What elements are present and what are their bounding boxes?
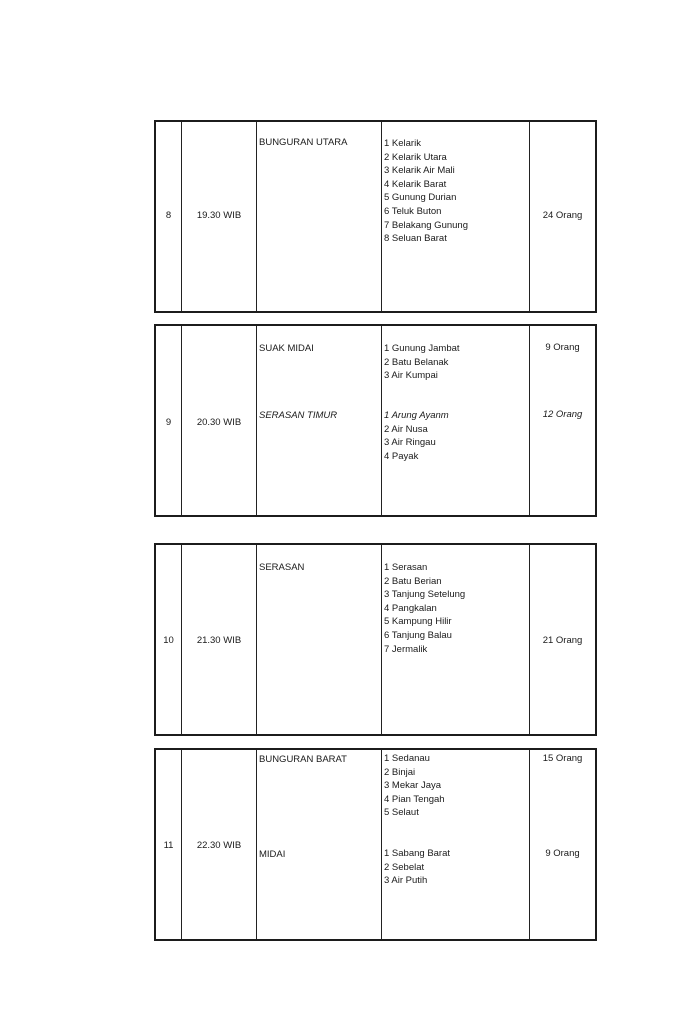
time-label: 19.30 WIB — [196, 210, 242, 221]
village-item: 3 Air Putih — [384, 875, 428, 887]
time-label: 22.30 WIB — [196, 840, 242, 851]
village-item: 4 Pian Tengah — [384, 793, 445, 805]
village-item: 3 Air Ringau — [384, 437, 436, 449]
district-name: BUNGURAN BARAT — [259, 754, 347, 765]
number-cell — [156, 122, 182, 311]
village-item: 6 Tanjung Balau — [384, 629, 452, 641]
count-cell — [530, 326, 595, 515]
village-item: 3 Tanjung Setelung — [384, 589, 466, 601]
village-item: 4 Pangkalan — [384, 602, 437, 614]
number-cell — [156, 326, 182, 515]
village-item: 7 Belakang Gunung — [384, 219, 468, 231]
village-item: 2 Batu Berian — [384, 575, 442, 587]
district-cell — [257, 750, 382, 939]
row-number: 10 — [163, 635, 174, 646]
time-cell — [182, 326, 257, 515]
village-item: 5 Gunung Durian — [384, 192, 457, 204]
village-item: 6 Teluk Buton — [384, 205, 442, 217]
village-item: 2 Sebelat — [384, 861, 425, 873]
village-item: 2 Kelarik Utara — [384, 151, 447, 163]
village-item: 1 Gunung Jambat — [384, 343, 460, 354]
time-label: 20.30 WIB — [196, 417, 242, 428]
district-name: SUAK MIDAI — [259, 343, 314, 354]
count-cell — [530, 750, 595, 939]
time-label: 21.30 WIB — [196, 635, 242, 646]
village-item: 1 Arung Ayanm — [384, 410, 449, 421]
village-item: 1 Kelarik — [384, 138, 421, 149]
village-item: 5 Selaut — [384, 807, 419, 819]
village-list — [384, 752, 527, 820]
schedule-table-9 — [154, 324, 597, 517]
village-item: 4 Kelarik Barat — [384, 178, 447, 190]
village-list — [384, 409, 527, 463]
village-cell — [382, 750, 530, 939]
district-name: SERASAN — [259, 562, 305, 573]
village-cell — [382, 326, 530, 515]
number-cell — [156, 545, 182, 734]
village-item: 2 Air Nusa — [384, 423, 428, 435]
village-item: 8 Seluan Barat — [384, 233, 447, 245]
village-item: 3 Air Kumpai — [384, 370, 438, 382]
district-cell — [257, 122, 382, 311]
village-list — [384, 342, 527, 383]
village-item: 1 Serasan — [384, 562, 428, 573]
village-list — [384, 561, 527, 656]
schedule-table-10 — [154, 543, 597, 736]
row-number: 11 — [163, 840, 174, 851]
district-cell — [257, 326, 382, 515]
person-count: 24 Orang — [542, 210, 583, 221]
district-name: MIDAI — [259, 849, 286, 860]
village-item: 2 Binjai — [384, 766, 416, 778]
village-item: 3 Mekar Jaya — [384, 780, 442, 792]
number-cell — [156, 750, 182, 939]
village-cell — [382, 122, 530, 311]
district-name: SERASAN TIMUR — [259, 410, 338, 421]
village-item: 5 Kampung Hilir — [384, 616, 452, 628]
village-cell — [382, 545, 530, 734]
person-count: 9 Orang — [545, 342, 580, 353]
village-item: 3 Kelarik Air Mali — [384, 165, 455, 177]
schedule-table-8 — [154, 120, 597, 313]
row-number: 8 — [165, 210, 172, 221]
village-item: 2 Batu Belanak — [384, 356, 449, 368]
count-cell — [530, 545, 595, 734]
village-item: 1 Sabang Barat — [384, 848, 451, 859]
person-count: 15 Orang — [542, 753, 583, 764]
district-cell — [257, 545, 382, 734]
village-list — [384, 847, 527, 888]
village-item: 7 Jermalik — [384, 643, 428, 655]
person-count: 9 Orang — [545, 848, 580, 859]
district-name: BUNGURAN UTARA — [259, 137, 348, 148]
count-cell — [530, 122, 595, 311]
schedule-table-11 — [154, 748, 597, 941]
time-cell — [182, 545, 257, 734]
person-count: 21 Orang — [542, 635, 583, 646]
village-list — [384, 137, 527, 246]
time-cell — [182, 122, 257, 311]
person-count: 12 Orang — [542, 409, 583, 420]
time-cell — [182, 750, 257, 939]
village-item: 1 Sedanau — [384, 753, 430, 764]
row-number: 9 — [165, 417, 172, 428]
village-item: 4 Payak — [384, 450, 419, 462]
